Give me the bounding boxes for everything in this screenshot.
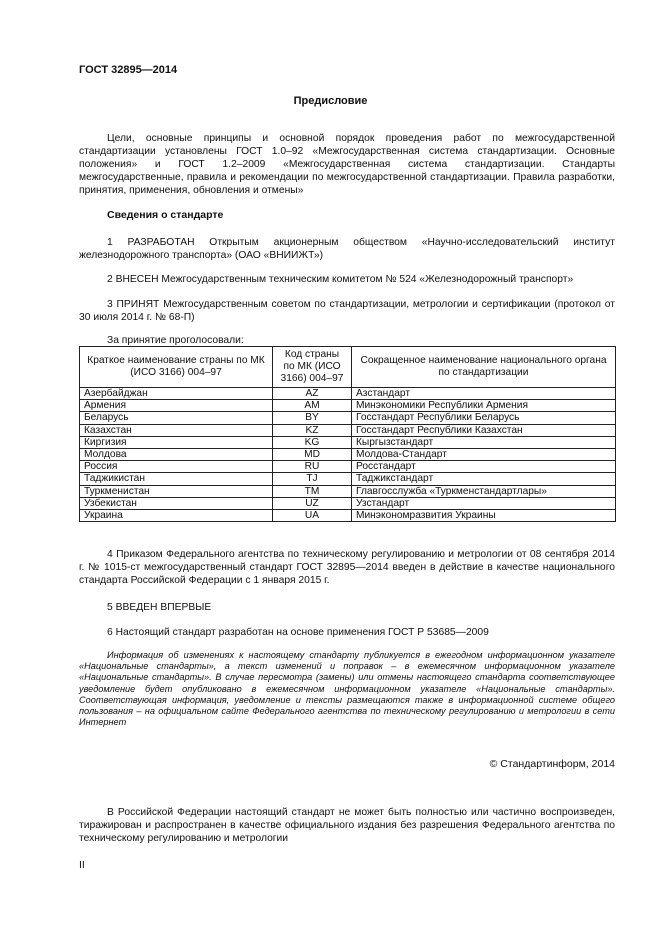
intro-paragraph: Цели, основные принципы и основной порядок проведения работ по межгосударственной стандартизации установлены ГОСТ 1.0–92 «Межгосударственная система стандартизации. Основные положения» и ГОСТ 1.2–2009 «Межгосударственная система стандартизации. Стандарты межгосударственные, правила и рекомендации по межгосударственной стандартизации. Правила разработки, принятия, применения, обновления и отмены» xyxy=(79,133,615,196)
reproduction-paragraph: В Российской Федерации настоящий стандарт не может быть полностью или частично воспроизведен, тиражирован и распространен в качестве официального издания без разрешения Федерального агентства по техническому регулированию и метрологии xyxy=(79,807,615,844)
header-code: Код страны по МК (ИСО 3166) 004–97 xyxy=(273,347,352,388)
code-cell: AM xyxy=(273,400,352,412)
table-row xyxy=(80,461,616,473)
code-cell: RU xyxy=(273,461,352,473)
country-cell: Таджикистан xyxy=(80,473,273,485)
country-cell: Молдова xyxy=(80,449,273,461)
page-number: II xyxy=(79,859,85,871)
item-introduced: 2 ВНЕСЕН Межгосударственным техническим комитетом № 524 «Железнодорожный транспорт» xyxy=(107,274,574,285)
copyright: © Стандартинформ, 2014 xyxy=(489,758,615,770)
item-adopted: 3 ПРИНЯТ Межгосударственным советом по стандартизации, метрологии и сертификации (протокол от 30 июля 2014 г. № 68-П) xyxy=(79,299,615,323)
body-cell: Главгосслужба «Туркменстандартлары» xyxy=(352,485,616,497)
header-country: Краткое наименование страны по МК (ИСО 3166) 004–97 xyxy=(80,347,273,388)
table-row xyxy=(80,510,616,522)
table-row xyxy=(80,388,616,400)
body-cell: Госстандарт Республики Беларусь xyxy=(352,412,616,424)
body-cell: Кыргызстандарт xyxy=(352,436,616,448)
country-cell: Армения xyxy=(80,400,273,412)
body-cell: Азстандарт xyxy=(352,388,616,400)
table-row xyxy=(80,424,616,436)
voting-table xyxy=(79,346,616,522)
table-row xyxy=(80,497,616,509)
country-cell: Беларусь xyxy=(80,412,273,424)
code-cell: BY xyxy=(273,412,352,424)
body-cell: Госстандарт Республики Казахстан xyxy=(352,424,616,436)
country-cell: Узбекистан xyxy=(80,497,273,509)
country-cell: Россия xyxy=(80,461,273,473)
country-cell: Украина xyxy=(80,510,273,522)
body-cell: Узстандарт xyxy=(352,497,616,509)
item-first: 5 ВВЕДЕН ВПЕРВЫЕ xyxy=(107,602,212,613)
code-cell: KZ xyxy=(273,424,352,436)
body-cell: Минэкономики Республики Армения xyxy=(352,400,616,412)
notice-paragraph: Информация об изменениях к настоящему стандарту публикуется в ежегодном информационном указателе «Национальные стандарты», а текст изменений и поправок – в ежемесячном информационном указателе «Национальные стандарты». В случае пересмотра (замены) или отмены настоящего стандарта соответствующее уведомление будет опубликовано в ежемесячном информационном указателе «Национальные стандарты». Соответствующая информация, уведомление и тексты размещаются также в информационной системе общего пользования – на официальном сайте Федерального агентства по техническому регулированию и метрологии в сети Интернет xyxy=(79,650,615,728)
table-row xyxy=(80,485,616,497)
code-cell: TJ xyxy=(273,473,352,485)
header-body: Сокращенное наименование национального органа по стандартизации xyxy=(352,347,616,388)
table-row xyxy=(80,473,616,485)
code-cell: UA xyxy=(273,510,352,522)
table-row xyxy=(80,400,616,412)
country-cell: Киргизия xyxy=(80,436,273,448)
country-cell: Казахстан xyxy=(80,424,273,436)
code-cell: AZ xyxy=(273,388,352,400)
table-row xyxy=(80,412,616,424)
code-cell: UZ xyxy=(273,497,352,509)
section-title: Предисловие xyxy=(293,95,368,107)
info-heading: Сведения о стандарте xyxy=(107,209,224,221)
country-cell: Азербайджан xyxy=(80,388,273,400)
document-code: ГОСТ 32895—2014 xyxy=(79,64,178,76)
table-header-row xyxy=(80,347,616,388)
item-based-on: 6 Настоящий стандарт разработан на основе применения ГОСТ Р 53685—2009 xyxy=(107,627,489,638)
voted-label: За принятие проголосовали: xyxy=(107,335,244,346)
country-cell: Туркменистан xyxy=(80,485,273,497)
code-cell: KG xyxy=(273,436,352,448)
code-cell: TM xyxy=(273,485,352,497)
code-cell: MD xyxy=(273,449,352,461)
body-cell: Таджикстандарт xyxy=(352,473,616,485)
item-order: 4 Приказом Федерального агентства по техническому регулированию и метрологии от 08 сентября 2014 г. № 1015-ст межгосударственный стандарт ГОСТ 32895—2014 введен в действие в качестве национального стандарта Российской Федерации с 1 января 2015 г. xyxy=(79,549,615,586)
body-cell: Молдова-Стандарт xyxy=(352,449,616,461)
item-developed: 1 РАЗРАБОТАН Открытым акционерным обществом «Научно-исследовательский институт железнодорожного транспорта» (ОАО «ВНИИЖТ») xyxy=(79,237,615,261)
table-row xyxy=(80,449,616,461)
body-cell: Росстандарт xyxy=(352,461,616,473)
body-cell: Минэкономразвития Украины xyxy=(352,510,616,522)
table-row xyxy=(80,436,616,448)
